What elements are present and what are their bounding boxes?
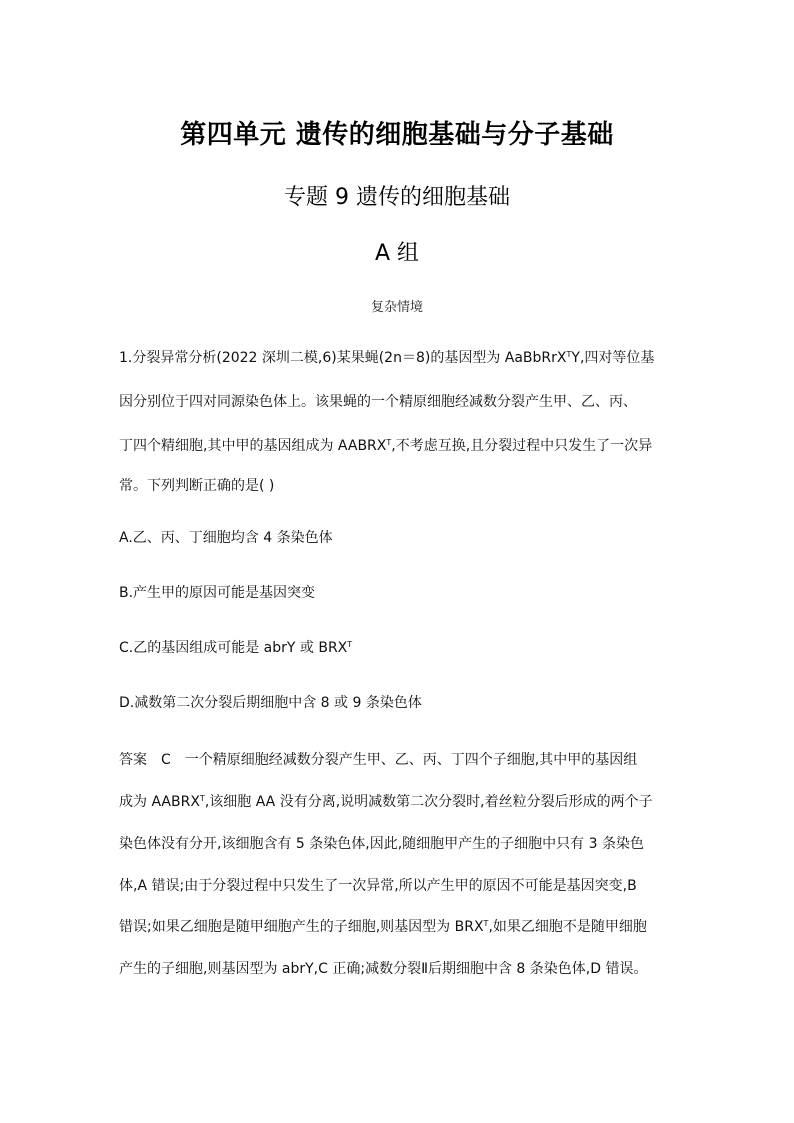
stem-text: ,不考虑互换,且分裂过程中只发生了一次异 [391, 438, 653, 454]
option-c [119, 638, 352, 658]
unit-title: 第四单元 遗传的细胞基础与分子基础 [180, 120, 614, 150]
question-stem-line-4: 常。下列判断正确的是( ) [119, 478, 275, 494]
superscript-t: T [347, 640, 353, 649]
option-b: B.产生甲的原因可能是基因突变 [119, 585, 316, 601]
answer-line-6: 产生的子细胞,则基因型为 abrY,C 正确;减数分裂Ⅱ后期细胞中含 8 条染色体,D 错误。 [119, 961, 648, 977]
stem-text: 1.分裂异常分析(2022 深圳二模,6)某果蝇(2n＝8)的基因型为 AaBbRrX [119, 350, 567, 366]
section-label: 复杂情境 [370, 300, 423, 315]
question-stem-line-2: 因分别位于四对同源染色体上。该果蝇的一个精原细胞经减数分裂产生甲、乙、丙、 [119, 394, 637, 410]
question-stem-line-3 [119, 436, 652, 456]
superscript-t: T [386, 438, 392, 447]
stem-text: 丁四个精细胞,其中甲的基因组成为 AABRX [119, 438, 387, 454]
stem-text: Y,四对等位基 [571, 350, 655, 366]
option-d: D.减数第二次分裂后期细胞中含 8 或 9 条染色体 [119, 695, 422, 711]
superscript-t: T [566, 350, 572, 359]
answer-line-2 [119, 792, 653, 812]
answer-line-5 [119, 917, 647, 937]
topic-title: 专题 9 遗传的细胞基础 [284, 185, 510, 210]
superscript-t: T [483, 919, 489, 928]
answer-label: 答案 [119, 752, 147, 768]
answer-text: ,如果乙细胞不是随甲细胞 [488, 919, 647, 935]
answer-line-3: 染色体没有分开,该细胞含有 5 条染色体,因此,随细胞甲产生的子细胞中只有 3 条染色 [119, 836, 644, 852]
answer-line-1 [119, 750, 637, 770]
answer-text: 一个精原细胞经减数分裂产生甲、乙、丙、丁四个子细胞,其中甲的基因组 [184, 752, 638, 768]
option-c-text: C.乙的基因组成可能是 abrY 或 BRX [119, 640, 348, 656]
answer-text: 错误;如果乙细胞是随甲细胞产生的子细胞,则基因型为 BRX [119, 919, 484, 935]
superscript-t: T [199, 794, 205, 803]
answer-choice: C [161, 752, 171, 768]
answer-line-4: 体,A 错误;由于分裂过程中只发生了一次异常,所以产生甲的原因不可能是基因突变,B [119, 878, 637, 894]
group-title: A 组 [374, 241, 420, 266]
answer-text: ,该细胞 AA 没有分离,说明减数第二次分裂时,着丝粒分裂后形成的两个子 [204, 794, 653, 810]
question-stem-line-1 [119, 348, 654, 368]
option-a: A.乙、丙、丁细胞均含 4 条染色体 [119, 530, 333, 546]
answer-text: 成为 AABRX [119, 794, 200, 810]
